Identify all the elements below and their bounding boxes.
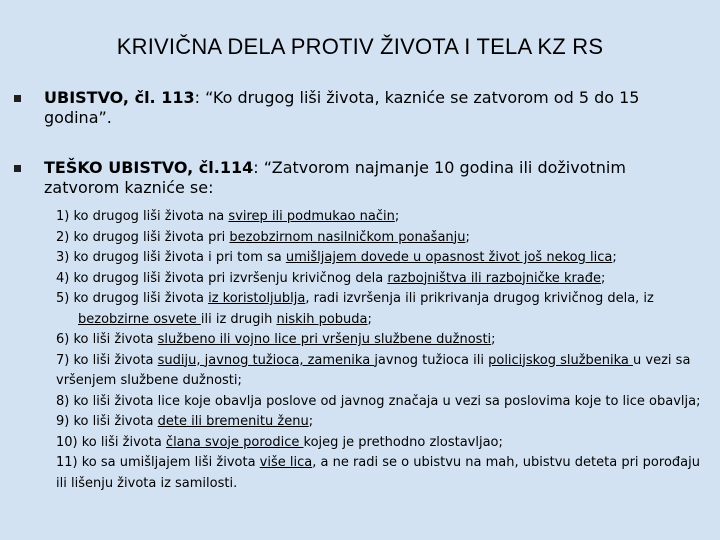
- bullet-ubistvo-head: UBISTVO, čl. 113: [44, 88, 195, 107]
- list-item: 3) ko drugog liši života i pri tom sa umišljajem dovede u opasnost život još nekog lica;: [56, 250, 617, 265]
- bullet-tesko-head: TEŠKO UBISTVO, čl.114: [44, 158, 254, 177]
- bullet-tesko-ubistvo: [44, 158, 704, 198]
- list-item: 1) ko drugog liši života na svirep ili podmukao način;: [56, 209, 400, 224]
- list-item: 7) ko liši života sudiju, javnog tužioca, zamenika javnog tužioca ili policijskog službenika u vezi sa vršenjem službene dužnosti;: [56, 352, 691, 388]
- list-item: 4) ko drugog liši života pri izvršenju krivičnog dela razbojništva ili razbojničke krađe;: [56, 270, 606, 286]
- aggravated-murder-list: [56, 207, 706, 494]
- bullet-square-icon: [14, 95, 21, 102]
- bullet-ubistvo: [44, 88, 704, 128]
- list-item: 9) ko liši života dete ili bremenitu ženu;: [56, 414, 314, 429]
- list-item: 8) ko liši života lice koje obavlja poslove od javnog značaja u vezi sa poslovima koje to lice obavlja;: [56, 393, 701, 409]
- list-item: 11) ko sa umišljajem liši života više lica, a ne radi se o ubistvu na mah, ubistvu deteta pri porođaju ili lišenju života iz samilosti.: [56, 455, 700, 491]
- list-item: 10) ko liši života člana svoje porodice kojeg je prethodno zlostavljao;: [56, 434, 503, 450]
- bullet-tesko-text: : “Zatvorom najmanje 10 godina ili doživotnim zatvorom kazniće se:: [44, 158, 626, 197]
- bullet-ubistvo-text: : “Ko drugog liši života, kazniće se zatvorom od 5 do 15 godina”.: [44, 88, 640, 127]
- list-item: 2) ko drugog liši života pri bezobzirnom nasilničkom ponašanju;: [56, 229, 470, 245]
- slide-title: KRIVIČNA DELA PROTIV ŽIVOTA I TELA KZ RS: [116, 34, 604, 59]
- list-item: 6) ko liši života službeno ili vojno lice pri vršenju službene dužnosti;: [56, 332, 496, 347]
- list-item-continuation: bezobzirne osvete ili iz drugih niskih pobuda;: [78, 311, 372, 327]
- bullet-square-icon: [14, 165, 21, 172]
- list-item: 5) ko drugog liši života iz koristoljublja, radi izvršenja ili prikrivanja drugog krivičnog dela, iz bezobzirne osvete ili iz drugih niskih pobuda;: [56, 289, 706, 330]
